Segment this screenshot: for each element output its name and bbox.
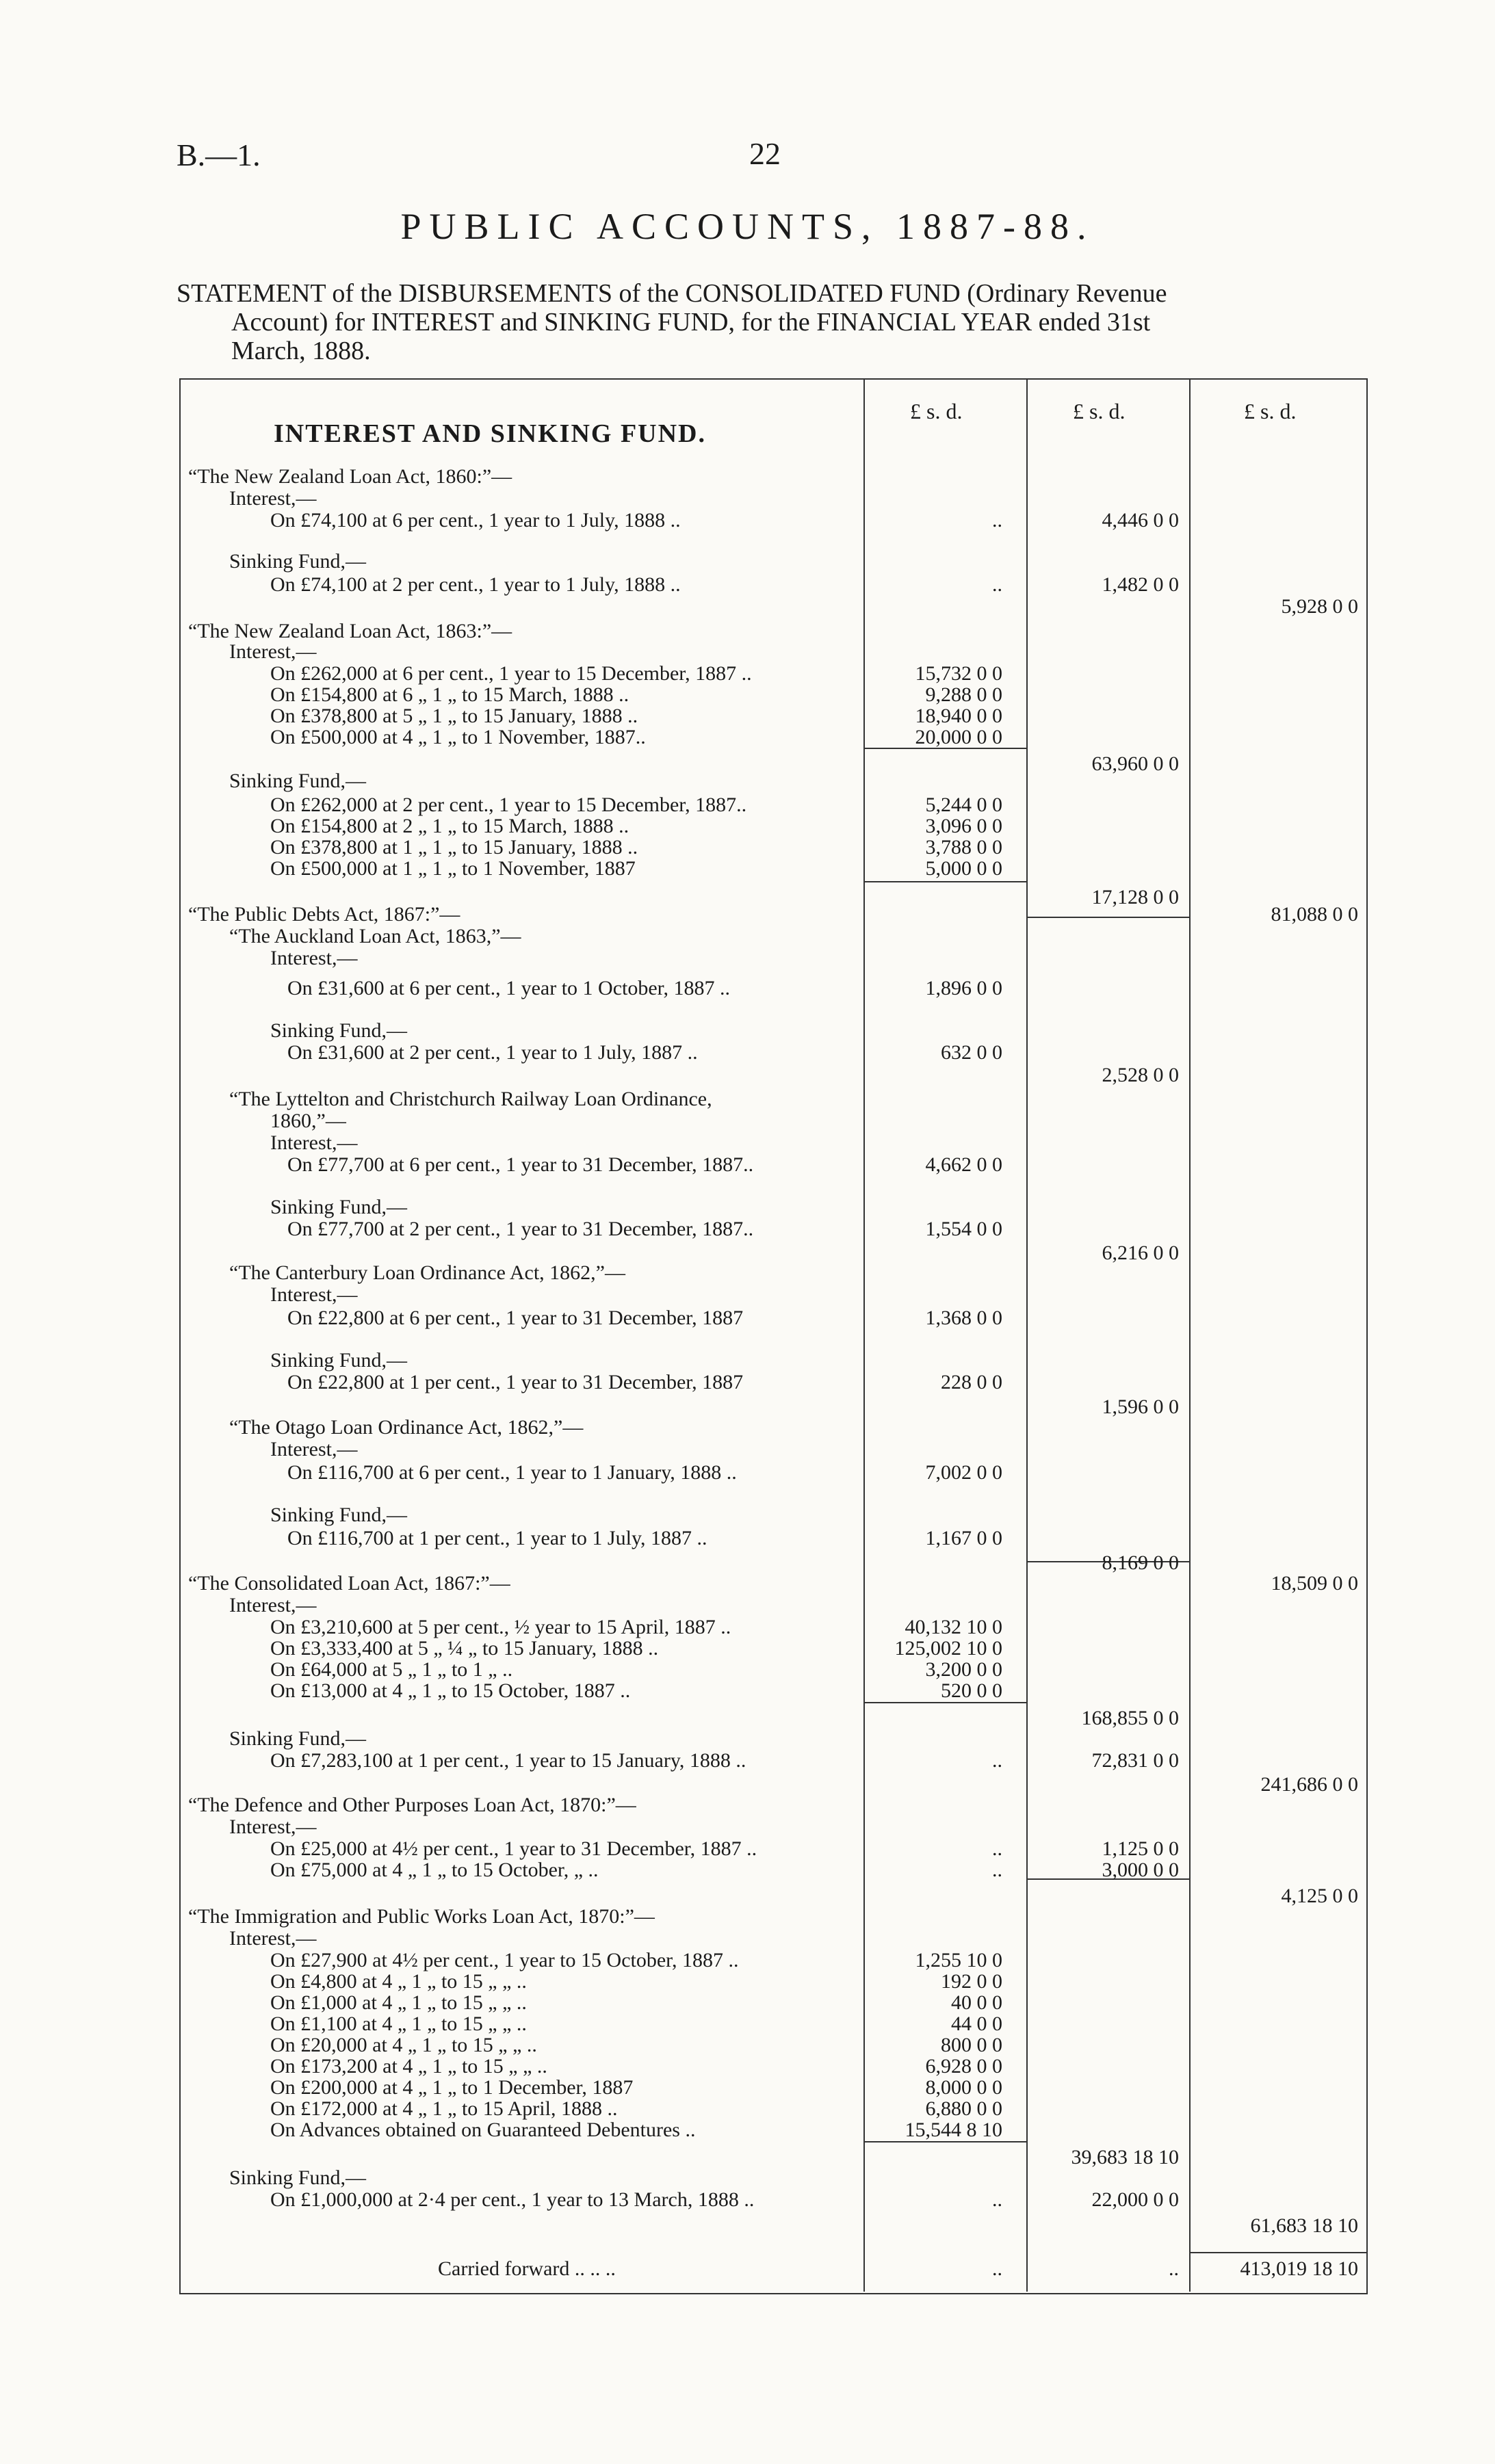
amount-c1: 15,732 0 0 bbox=[915, 662, 1002, 685]
table-row-label: Interest,— bbox=[270, 947, 358, 969]
table-row-label: “The Otago Loan Ordinance Act, 1862,”— bbox=[229, 1416, 584, 1439]
amount-c3: 413,019 18 10 bbox=[1240, 2257, 1358, 2280]
table-row-label: On £20,000 at 4 „ 1 „ to 15 „ „ .. bbox=[270, 2034, 537, 2056]
subtotal-rule bbox=[1026, 917, 1189, 918]
table-row-label: Sinking Fund,— bbox=[229, 2166, 367, 2189]
amount-c2: 22,000 0 0 bbox=[1091, 2188, 1179, 2211]
table-row-label: On £378,800 at 1 „ 1 „ to 15 January, 1888 .. bbox=[270, 836, 638, 859]
amount-c1: 5,244 0 0 bbox=[925, 794, 1002, 816]
amount-c3: 81,088 0 0 bbox=[1271, 903, 1358, 926]
table-row-label: On £75,000 at 4 „ 1 „ to 15 October, „ .. bbox=[270, 1859, 599, 1881]
table-row-label: On £3,333,400 at 5 „ ¼ „ to 15 January, 1888 .. bbox=[270, 1637, 659, 1660]
section-title: INTEREST AND SINKING FUND. bbox=[274, 419, 706, 448]
table-row-label: Sinking Fund,— bbox=[229, 1727, 367, 1750]
amount-c1: .. bbox=[992, 1837, 1002, 1860]
table-row-label: On £262,000 at 2 per cent., 1 year to 15 December, 1887.. bbox=[270, 794, 747, 816]
amount-c2: 1,482 0 0 bbox=[1102, 573, 1179, 596]
amount-c3: 4,125 0 0 bbox=[1281, 1885, 1358, 1907]
table-row-label: “The Public Debts Act, 1867:”— bbox=[188, 903, 460, 926]
amount-c1: 1,554 0 0 bbox=[925, 1218, 1002, 1240]
amount-c1: 5,000 0 0 bbox=[925, 857, 1002, 880]
amount-c1: 15,544 8 10 bbox=[905, 2119, 1002, 2141]
amount-c1: .. bbox=[992, 1749, 1002, 1772]
amount-c1: 3,788 0 0 bbox=[925, 836, 1002, 859]
amount-c1: 3,096 0 0 bbox=[925, 815, 1002, 837]
amount-c1: .. bbox=[992, 573, 1002, 596]
table-row-label: On £31,600 at 6 per cent., 1 year to 1 October, 1887 .. bbox=[287, 977, 730, 999]
table-row-label: On £154,800 at 2 „ 1 „ to 15 March, 1888 .. bbox=[270, 815, 629, 837]
amount-c1: .. bbox=[992, 2257, 1002, 2280]
amount-c2: 63,960 0 0 bbox=[1091, 752, 1179, 775]
table-row-label: On £1,000 at 4 „ 1 „ to 15 „ „ .. bbox=[270, 1991, 527, 2014]
table-row-label: “The New Zealand Loan Act, 1860:”— bbox=[188, 465, 512, 488]
table-row-label: Sinking Fund,— bbox=[229, 550, 367, 573]
table-row-label: Interest,— bbox=[229, 640, 317, 663]
table-row-label: “The Consolidated Loan Act, 1867:”— bbox=[188, 1572, 510, 1595]
table-row-label: “The Lyttelton and Christchurch Railway Loan Ordinance, bbox=[229, 1088, 712, 1110]
column-header-3: £ s. d. bbox=[1244, 399, 1297, 423]
amount-c2: 6,216 0 0 bbox=[1102, 1242, 1179, 1264]
amount-c1: 1,167 0 0 bbox=[925, 1527, 1002, 1549]
table-row-label: On Advances obtained on Guaranteed Debentures .. bbox=[270, 2119, 696, 2141]
amount-c2: 72,831 0 0 bbox=[1091, 1749, 1179, 1772]
column-header-1: £ s. d. bbox=[910, 399, 963, 423]
amount-c1: 632 0 0 bbox=[941, 1041, 1002, 1064]
amount-c3: 5,928 0 0 bbox=[1281, 595, 1358, 618]
amount-c1: 6,928 0 0 bbox=[925, 2055, 1002, 2078]
page-reference: B.—1. bbox=[177, 137, 261, 172]
table-row-label: On £74,100 at 6 per cent., 1 year to 1 July, 1888 .. bbox=[270, 509, 681, 532]
amount-c1: 40 0 0 bbox=[951, 1991, 1002, 2014]
table-row-label: Carried forward .. .. .. bbox=[438, 2257, 616, 2280]
column-header-2: £ s. d. bbox=[1073, 399, 1126, 423]
amount-c1: 6,880 0 0 bbox=[925, 2097, 1002, 2120]
table-row-label: On £1,100 at 4 „ 1 „ to 15 „ „ .. bbox=[270, 2013, 527, 2035]
amount-c1: 1,368 0 0 bbox=[925, 1307, 1002, 1329]
table-row-label: Sinking Fund,— bbox=[270, 1504, 408, 1526]
amount-c2: 168,855 0 0 bbox=[1081, 1707, 1179, 1729]
table-row-label: On £22,800 at 6 per cent., 1 year to 31 December, 1887 bbox=[287, 1307, 744, 1329]
table-row-label: On £173,200 at 4 „ 1 „ to 15 „ „ .. bbox=[270, 2055, 547, 2078]
table-row-label: On £378,800 at 5 „ 1 „ to 15 January, 1888 .. bbox=[270, 705, 638, 727]
amount-c1: .. bbox=[992, 2188, 1002, 2211]
statement-line-1: STATEMENT of the DISBURSEMENTS of the CONSOLIDATED FUND (Ordinary Revenue bbox=[177, 279, 1167, 308]
table-row-label: Interest,— bbox=[229, 1594, 317, 1616]
table-row-label: 1860,”— bbox=[270, 1110, 346, 1132]
table-row-label: On £7,283,100 at 1 per cent., 1 year to 15 January, 1888 .. bbox=[270, 1749, 746, 1772]
amount-c1: 4,662 0 0 bbox=[925, 1153, 1002, 1176]
amount-c1: 3,200 0 0 bbox=[925, 1658, 1002, 1681]
amount-c2: 1,596 0 0 bbox=[1102, 1395, 1179, 1418]
table-row-label: On £31,600 at 2 per cent., 1 year to 1 July, 1887 .. bbox=[287, 1041, 698, 1064]
table-row-label: “The Defence and Other Purposes Loan Act, 1870:”— bbox=[188, 1794, 636, 1816]
table-row-label: On £27,900 at 4½ per cent., 1 year to 15 October, 1887 .. bbox=[270, 1949, 739, 1971]
table-row-label: On £116,700 at 6 per cent., 1 year to 1 January, 1888 .. bbox=[287, 1461, 737, 1484]
amount-c1: 40,132 10 0 bbox=[905, 1616, 1002, 1638]
amount-c1: 7,002 0 0 bbox=[925, 1461, 1002, 1484]
table-row-label: On £500,000 at 4 „ 1 „ to 1 November, 1887.. bbox=[270, 726, 646, 748]
table-row-label: Interest,— bbox=[270, 1283, 358, 1306]
amount-c1: 1,896 0 0 bbox=[925, 977, 1002, 999]
amount-c1: 44 0 0 bbox=[951, 2013, 1002, 2035]
amount-c3: 241,686 0 0 bbox=[1260, 1773, 1358, 1796]
amount-c1: 20,000 0 0 bbox=[915, 726, 1002, 748]
amount-c1: .. bbox=[992, 1859, 1002, 1881]
amount-c2: 1,125 0 0 bbox=[1102, 1837, 1179, 1860]
amount-c2: 8,169 0 0 bbox=[1102, 1551, 1179, 1574]
table-row-label: “The New Zealand Loan Act, 1863:”— bbox=[188, 620, 512, 642]
amount-c2: 39,683 18 10 bbox=[1071, 2146, 1179, 2168]
table-row-label: Sinking Fund,— bbox=[229, 770, 367, 792]
amount-c1: 192 0 0 bbox=[941, 1970, 1002, 1993]
table-row-label: Sinking Fund,— bbox=[270, 1196, 408, 1218]
amount-c1: 520 0 0 bbox=[941, 1679, 1002, 1702]
column-divider-2 bbox=[1026, 380, 1028, 2292]
amount-c1: 125,002 10 0 bbox=[894, 1637, 1002, 1660]
amount-c3: 18,509 0 0 bbox=[1271, 1572, 1358, 1595]
table-row-label: Interest,— bbox=[270, 1131, 358, 1154]
total-rule bbox=[1189, 2252, 1367, 2253]
table-row-label: Sinking Fund,— bbox=[270, 1019, 408, 1042]
amount-c2: 17,128 0 0 bbox=[1091, 886, 1179, 908]
amount-c2: 2,528 0 0 bbox=[1102, 1064, 1179, 1086]
amount-c2: .. bbox=[1169, 2257, 1179, 2280]
amount-c1: 8,000 0 0 bbox=[925, 2076, 1002, 2099]
amount-c1: 800 0 0 bbox=[941, 2034, 1002, 2056]
table-row-label: On £200,000 at 4 „ 1 „ to 1 December, 1887 bbox=[270, 2076, 634, 2099]
amount-c1: 9,288 0 0 bbox=[925, 683, 1002, 706]
statement-line-2: Account) for INTEREST and SINKING FUND, for the FINANCIAL YEAR ended 31st bbox=[231, 308, 1151, 337]
column-divider-3 bbox=[1189, 380, 1191, 2292]
column-divider-1 bbox=[863, 380, 865, 2292]
page-title: PUBLIC ACCOUNTS, 1887-88. bbox=[400, 206, 1095, 247]
amount-c2: 3,000 0 0 bbox=[1102, 1859, 1179, 1881]
amount-c1: 228 0 0 bbox=[941, 1371, 1002, 1393]
subtotal-rule bbox=[863, 881, 1026, 882]
table-row-label: “The Immigration and Public Works Loan Act, 1870:”— bbox=[188, 1905, 655, 1928]
amount-c3: 61,683 18 10 bbox=[1250, 2214, 1358, 2237]
table-row-label: On £262,000 at 6 per cent., 1 year to 15 December, 1887 .. bbox=[270, 662, 752, 685]
table-row-label: On £1,000,000 at 2·4 per cent., 1 year to 13 March, 1888 .. bbox=[270, 2188, 755, 2211]
table-row-label: On £25,000 at 4½ per cent., 1 year to 31 December, 1887 .. bbox=[270, 1837, 757, 1860]
table-row-label: On £154,800 at 6 „ 1 „ to 15 March, 1888 .. bbox=[270, 683, 629, 706]
table-row-label: Interest,— bbox=[229, 1927, 317, 1950]
amount-c2: 4,446 0 0 bbox=[1102, 509, 1179, 532]
table-row-label: Interest,— bbox=[229, 487, 317, 510]
amount-c1: .. bbox=[992, 509, 1002, 532]
table-row-label: “The Canterbury Loan Ordinance Act, 1862,”— bbox=[229, 1261, 625, 1284]
statement-line-3: March, 1888. bbox=[231, 337, 371, 365]
table-row-label: Interest,— bbox=[229, 1816, 317, 1838]
table-row-label: On £13,000 at 4 „ 1 „ to 15 October, 1887 .. bbox=[270, 1679, 631, 1702]
amount-c1: 18,940 0 0 bbox=[915, 705, 1002, 727]
table-row-label: On £22,800 at 1 per cent., 1 year to 31 December, 1887 bbox=[287, 1371, 744, 1393]
page-number: 22 bbox=[749, 136, 781, 171]
table-row-label: On £116,700 at 1 per cent., 1 year to 1 July, 1887 .. bbox=[287, 1527, 707, 1549]
table-row-label: On £74,100 at 2 per cent., 1 year to 1 July, 1888 .. bbox=[270, 573, 681, 596]
table-row-label: On £4,800 at 4 „ 1 „ to 15 „ „ .. bbox=[270, 1970, 527, 1993]
table-row-label: “The Auckland Loan Act, 1863,”— bbox=[229, 925, 521, 947]
table-row-label: On £500,000 at 1 „ 1 „ to 1 November, 1887 bbox=[270, 857, 636, 880]
statement-heading bbox=[177, 279, 1381, 365]
table-row-label: On £77,700 at 2 per cent., 1 year to 31 December, 1887.. bbox=[287, 1218, 754, 1240]
table-row-label: Sinking Fund,— bbox=[270, 1349, 408, 1372]
table-row-label: On £3,210,600 at 5 per cent., ½ year to 15 April, 1887 .. bbox=[270, 1616, 731, 1638]
table-row-label: Interest,— bbox=[270, 1438, 358, 1460]
table-row-label: On £77,700 at 6 per cent., 1 year to 31 December, 1887.. bbox=[287, 1153, 754, 1176]
table-row-label: On £172,000 at 4 „ 1 „ to 15 April, 1888 .. bbox=[270, 2097, 618, 2120]
table-row-label: On £64,000 at 5 „ 1 „ to 1 „ .. bbox=[270, 1658, 513, 1681]
amount-c1: 1,255 10 0 bbox=[915, 1949, 1002, 1971]
